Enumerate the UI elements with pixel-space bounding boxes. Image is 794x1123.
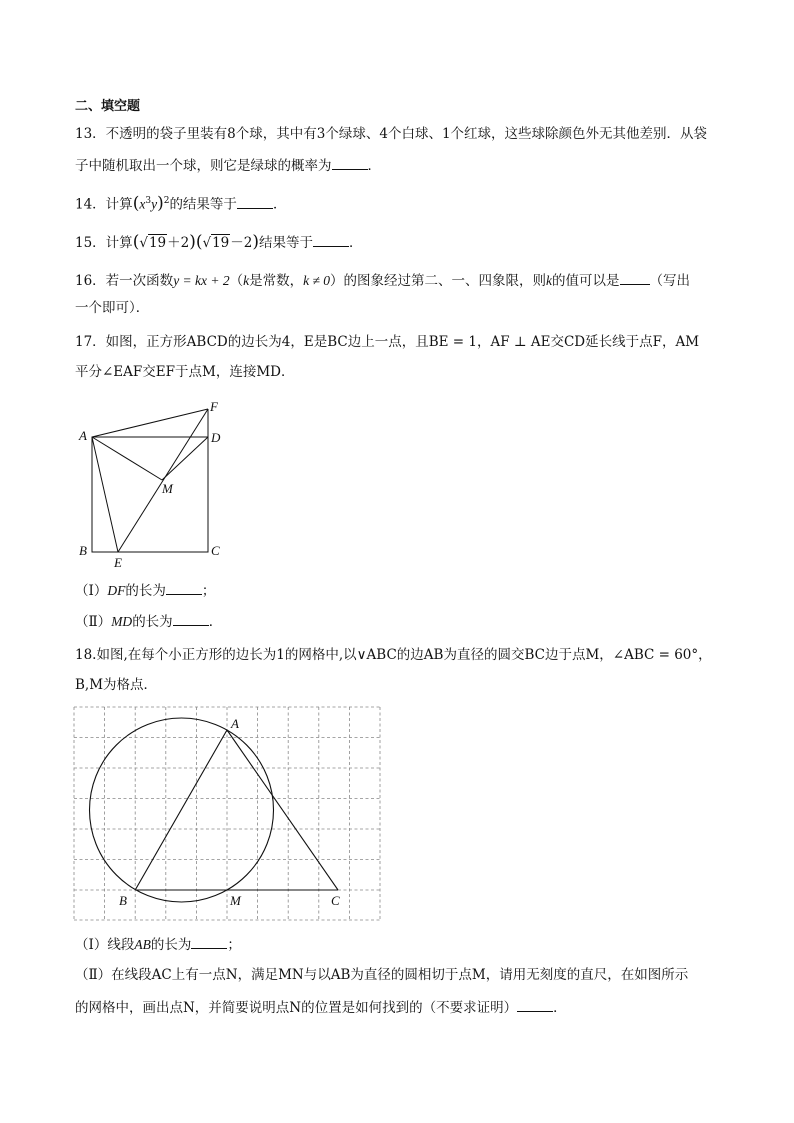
q14-answer-blank[interactable] [237, 195, 273, 209]
grid-label-c: C [331, 893, 340, 908]
q14-text: 的结果等于 [169, 196, 237, 213]
q16-k-var: k [546, 273, 553, 288]
q13-text: 子中随机取出一个球，则它是绿球的概率为 [75, 158, 332, 174]
q17-line2: 平分∠EAF交EF于点M，连接MD． [75, 364, 295, 380]
q14-line: 14．计算$(x^3y)^2$的结果等于 ． [75, 193, 287, 214]
q18-part1-blank[interactable] [191, 935, 227, 949]
q17-figure-square [70, 395, 240, 570]
q16-text2: ）的图象经过第二、一、四象限，则 [330, 273, 547, 289]
square-abcd [92, 437, 208, 552]
q16-line2: 一个即可）． [75, 300, 150, 316]
q16-condition: k ≠ 0 [303, 273, 331, 288]
q14-end: ． [272, 196, 287, 213]
q14-exp2: 2 [163, 196, 170, 206]
q13-end: ． [367, 158, 381, 174]
q16-text1: 是常数， [249, 273, 304, 289]
q16-k: k [243, 273, 250, 288]
q16-prefix: 16．若一次函数 [75, 273, 174, 289]
q15-answer-blank[interactable] [313, 233, 349, 247]
q15-radicand2: 19 [212, 235, 230, 251]
q18-part2-line2: 的网格中，画出点N，并简要说明点N的位置是如何找到的（不要求证明） ． [75, 1000, 567, 1016]
q17-part1: （Ⅰ）DF的长为 ； [75, 583, 216, 599]
q18-line2: B,M为格点． [75, 677, 158, 693]
q18-line1: 18.如图,在每个小正方形的边长为1的网格中,以∨ABC的边AB为直径的圆交BC边于点M，∠ABC = 60°， [75, 647, 712, 663]
q16-function: y = kx + 2 [173, 273, 230, 288]
q17-part1-blank[interactable] [166, 581, 202, 595]
segment-af [92, 409, 208, 437]
label-d: D [211, 430, 221, 445]
q13-line2 [75, 156, 381, 175]
grid-label-m: M [230, 893, 241, 908]
segment-ae [92, 437, 118, 552]
q15-plus: ＋2 [167, 235, 190, 251]
label-f: F [210, 399, 218, 414]
segment-am [92, 437, 162, 480]
q15-minus: －2 [230, 235, 253, 251]
grid-label-b: B [119, 893, 127, 908]
label-a: A [79, 428, 87, 443]
q17-part2: （Ⅱ）MD的长为 ． [75, 614, 223, 630]
q13-answer-blank[interactable] [332, 156, 368, 170]
q15-line: 15．计算(√19＋2)(√19－2)结果等于 ． [75, 232, 363, 252]
label-m: M [162, 481, 173, 496]
q18-figure-grid [70, 705, 386, 925]
q14-prefix: 14．计算 [75, 196, 133, 213]
q18-part2-line1: （Ⅱ）在线段AC上有一点N，满足MN与以AB为直径的圆相切于点M，请用无刻度的直尺，在如图所示 [75, 967, 689, 983]
q16-line1 [75, 271, 690, 290]
label-c: C [211, 543, 220, 558]
q17-line1: 17．如图，正方形ABCD的边长为4，E是BC边上一点，且BE = 1，AF ⊥ AE交CD延长线于点F，AM [75, 334, 700, 350]
section-heading: 二、填空题 [75, 99, 141, 114]
q16-answer-blank[interactable] [620, 271, 650, 285]
q15-end: ． [349, 235, 363, 251]
label-b: B [79, 543, 87, 558]
segment-md [162, 437, 208, 480]
q13-line1: 13．不透明的袋子里装有8个球，其中有3个绿球、4个白球、1个红球，这些球除颜色外无其他差别．从袋 [75, 126, 708, 142]
q18-part1: （Ⅰ）线段AB的长为 ； [75, 937, 241, 953]
q16-text4: （写出 [649, 273, 691, 289]
grid-lines [74, 707, 380, 920]
label-e: E [114, 555, 122, 570]
q14-exp3: 3 [145, 196, 152, 206]
q18-part2-blank[interactable] [517, 998, 553, 1012]
segment-ab [135, 730, 227, 890]
q15-prefix: 15．计算 [75, 235, 133, 251]
grid-label-a: A [231, 716, 239, 731]
q16-paren-open: （ [229, 273, 244, 289]
q17-part2-blank[interactable] [173, 612, 209, 626]
q14-y: y [151, 196, 158, 212]
segment-ac [227, 730, 338, 890]
q15-text: 结果等于 [259, 235, 314, 251]
q14-x: x [139, 196, 146, 212]
q16-text3: 的值可以是 [552, 273, 620, 289]
q15-radicand1: 19 [148, 235, 167, 251]
